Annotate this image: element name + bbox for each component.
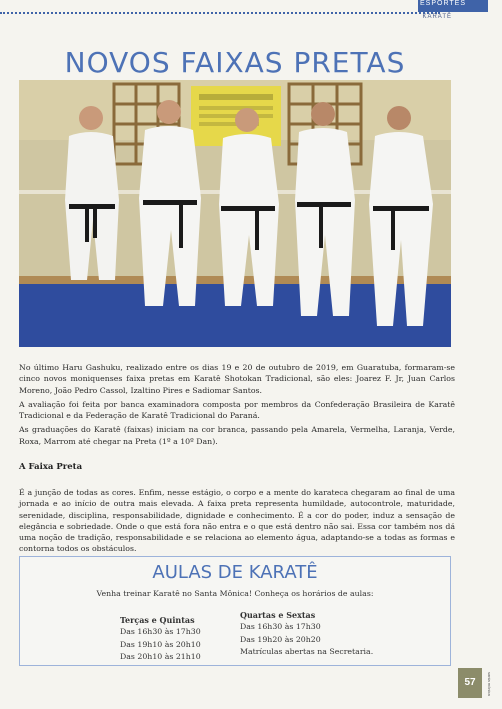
article-title: NOVOS FAIXAS PRETAS [64,46,406,79]
article-body-intro [19,362,455,450]
header-dotted-line [0,12,440,14]
schedule-line: Das 16h30 às 17h30 [240,622,321,632]
section-heading: A Faixa Preta [19,462,83,472]
schedule-line: Das 20h10 às 21h10 [120,652,201,662]
schedule-heading: Quartas e Sextas [240,610,316,620]
article-paragraph: As graduações do Karatê (faixas) iniciam na cor branca, passando pela Amarela, Vermelha, Laranja, Verde, Roxa, Marrom até chegar na Preta (1º a 10º Dan). [19,425,455,446]
classes-box-intro: Venha treinar Karatê no Santa Mônica! Conheça os horários de aulas: [96,589,374,598]
article-body-faixa-preta [19,487,455,558]
schedule-line: Das 16h30 às 17h30 [120,627,201,637]
classes-box-title: AULAS DE KARATÊ [152,562,318,583]
subsection-label: KARATÊ [422,14,452,20]
classes-box [19,556,451,666]
group-photo [19,80,451,347]
schedule-line: Matrículas abertas na Secretaria. [240,647,374,657]
schedule-column-wed-fri [240,609,373,659]
schedule-heading: Terças e Quintas [120,615,195,625]
article-paragraph: No último Haru Gashuku, realizado entre os dias 19 e 20 de outubro de 2019, em Guaratuba, formaram-se cinco novos moniquenses faixa pretas em Karatê Shotokan Tradicional, são eles: Joarez F. Jr, Juan Carlos Moreno, João Pedro Cassol, Izaltino Pires e Sadiomar Santos. [19,363,455,395]
article-paragraph: É a junção de todas as cores. Enfim, nesse estágio, o corpo e a mente do karateca chegaram ao final de uma jornada e ao início de outra mais elevada. A faixa preta representa humildade, autocontrole, maturidade, serenidade, disciplina, responsabilidade, dignidade e conhecimento. É a cor do poder, induz a sensação de elegância e sobriedade. Onde o que está fora não entra e o que está dentro não sai. Essa cor também nos dá uma noção de tradição, responsabilidade e se relaciona ao elemento água, adaptando-se a todas as formas e contorna todos os obstáculos. [19,488,455,554]
side-label: santa mônica [487,672,492,696]
page-number: 57 [458,668,482,698]
schedule-line: Das 19h10 às 20h10 [120,639,201,649]
schedule-line: Das 19h20 às 20h20 [240,634,321,644]
schedule-column-tue-thu [120,614,201,664]
article-paragraph: A avaliação foi feita por banca examinadora composta por membros da Confederação Brasileira de Karatê Tradicional e da Federação de Karatê Tradicional do Paraná. [19,399,455,421]
section-label: ESPORTES [420,0,466,7]
